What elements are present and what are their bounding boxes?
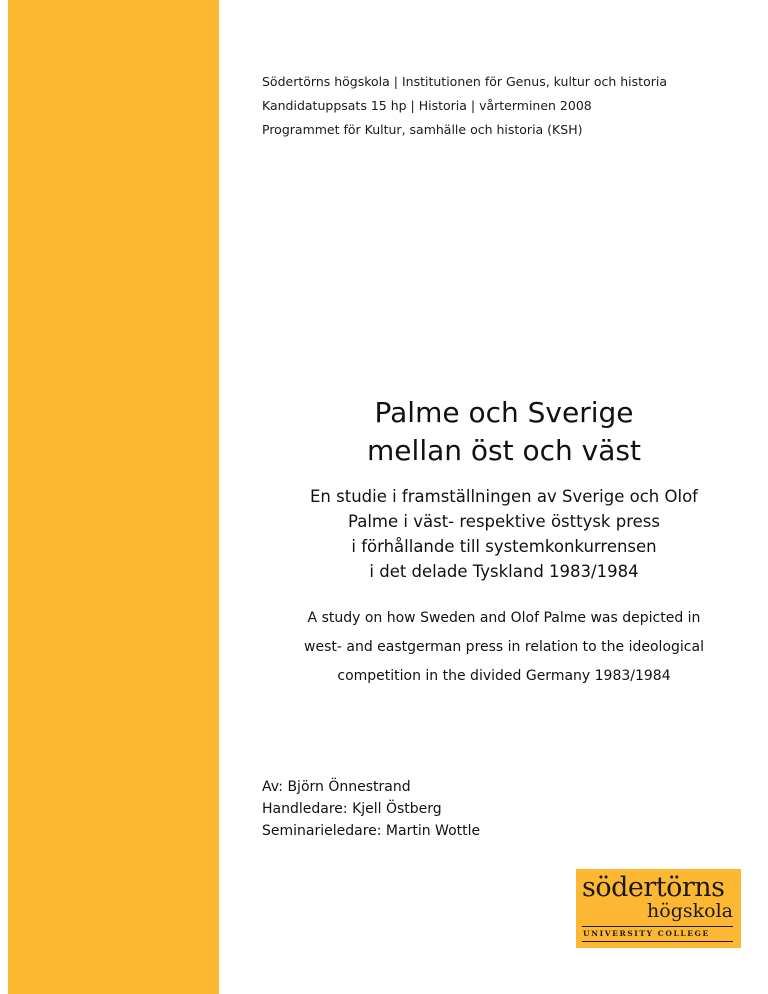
subtitle-line-2: Palme i väst- respektive östtysk press <box>348 512 660 531</box>
header-course: Kandidatuppsats 15 hp | Historia | vårterminen 2008 <box>262 98 592 113</box>
document-title <box>270 394 738 470</box>
title-line-2: mellan öst och väst <box>367 434 641 467</box>
side-accent-stripe <box>8 0 219 994</box>
title-line-1: Palme och Sverige <box>374 396 634 429</box>
english-title-line-1: A study on how Sweden and Olof Palme was depicted in <box>307 610 701 626</box>
english-title-line-2: west- and eastgerman press in relation to the ideological <box>304 639 704 655</box>
header-institution: Södertörns högskola | Institutionen för Genus, kultur och historia <box>262 74 667 89</box>
credits-block <box>262 776 480 842</box>
logo-subtitle: högskola <box>647 900 733 922</box>
subtitle-line-4: i det delade Tyskland 1983/1984 <box>369 562 639 581</box>
logo-college-text: UNIVERSITY COLLEGE <box>583 929 710 938</box>
document-header <box>262 70 667 142</box>
logo-divider <box>582 926 733 927</box>
document-subtitle <box>270 484 738 584</box>
subtitle-line-3: i förhållande till systemkonkurrensen <box>351 537 657 556</box>
english-title <box>270 604 738 691</box>
logo-bottom-divider <box>582 941 733 942</box>
subtitle-line-1: En studie i framställningen av Sverige och Olof <box>310 487 698 506</box>
header-programme: Programmet för Kultur, samhälle och historia (KSH) <box>262 122 583 137</box>
university-logo <box>576 869 741 948</box>
logo-wordmark: södertörns <box>582 872 725 903</box>
seminar-leader-line: Seminarieledare: Martin Wottle <box>262 823 481 839</box>
author-line: Av: Björn Önnestrand <box>262 779 411 795</box>
english-title-line-3: competition in the divided Germany 1983/1984 <box>337 668 671 684</box>
supervisor-line: Handledare: Kjell Östberg <box>262 801 442 817</box>
